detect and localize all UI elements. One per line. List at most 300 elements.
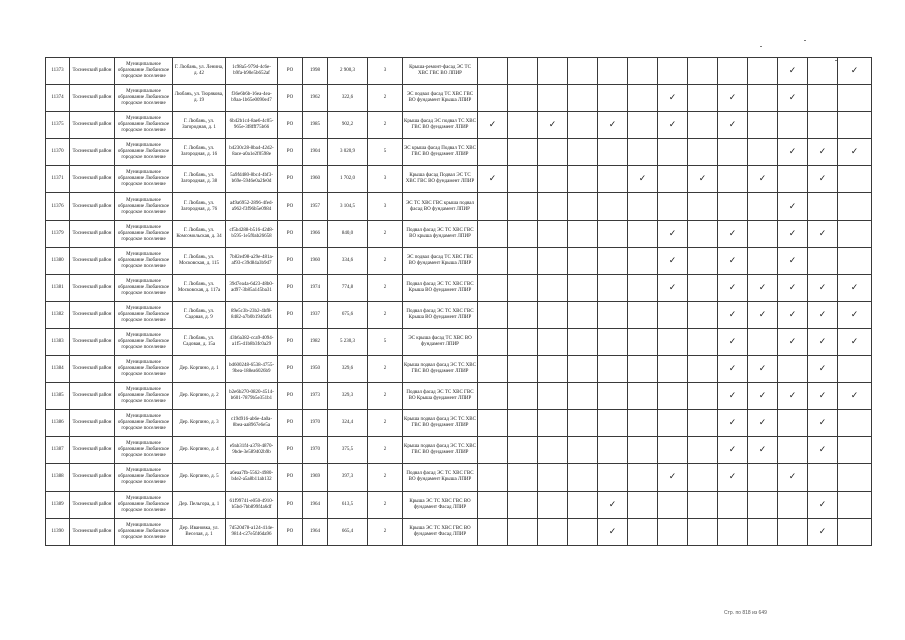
work-mark-cell — [568, 58, 598, 85]
work-mark-cell — [538, 193, 568, 220]
work-mark-cell — [568, 437, 598, 464]
work-mark-cell — [538, 464, 568, 491]
form-cell: РО — [278, 247, 303, 274]
guid-cell: cf5b4288-b516-42d8-b595-1e5f0ab26658 — [226, 220, 278, 247]
district-cell: Тосненский район — [70, 139, 115, 166]
work-mark-cell: ✓ — [808, 518, 838, 545]
work-mark-cell: ✓ — [808, 328, 838, 355]
work-mark-cell: ✓ — [778, 301, 808, 328]
scan-speck — [760, 46, 762, 47]
work-mark-cell — [688, 410, 718, 437]
work-mark-cell — [568, 247, 598, 274]
work-mark-cell — [478, 139, 508, 166]
address-cell: Дер. Корпино, д. 5 — [173, 464, 226, 491]
form-cell: РО — [278, 301, 303, 328]
work-mark-cell: ✓ — [778, 85, 808, 112]
address-cell: Г. Любань, ул. Загородная, д. 38 — [173, 166, 226, 193]
works-cell: Подвал фасад ЭС ТС ХВС ГВС Крыша ВО фундамент ЛПИР — [403, 274, 478, 301]
work-mark-cell — [508, 193, 538, 220]
work-mark-cell — [628, 220, 658, 247]
work-mark-cell — [568, 518, 598, 545]
district-cell: Тосненский район — [70, 166, 115, 193]
work-mark-cell — [838, 112, 872, 139]
table-row — [46, 139, 872, 166]
year-cell: 1957 — [303, 193, 328, 220]
district-cell: Тосненский район — [70, 518, 115, 545]
work-mark-cell — [598, 220, 628, 247]
work-mark-cell: ✓ — [778, 464, 808, 491]
work-mark-cell — [688, 274, 718, 301]
work-mark-cell — [748, 328, 778, 355]
work-mark-cell — [658, 139, 688, 166]
table-body — [46, 58, 872, 546]
work-mark-cell — [628, 112, 658, 139]
work-mark-cell — [688, 328, 718, 355]
work-mark-cell — [628, 464, 658, 491]
address-cell: Г. Любань, ул. Загородная, д. 1 — [173, 112, 226, 139]
year-cell: 1973 — [303, 383, 328, 410]
work-mark-cell — [838, 85, 872, 112]
work-mark-cell — [568, 410, 598, 437]
municipality-cell: Муниципальное образование Любанское городское поселение — [115, 193, 173, 220]
address-cell: Любань, ул. Тюрякова, д. 19 — [173, 85, 226, 112]
work-mark-cell: ✓ — [478, 112, 508, 139]
district-cell: Тосненский район — [70, 328, 115, 355]
floors-cell: 2 — [368, 464, 403, 491]
work-mark-cell: ✓ — [598, 112, 628, 139]
work-mark-cell — [748, 220, 778, 247]
work-mark-cell: ✓ — [748, 410, 778, 437]
work-mark-cell — [688, 356, 718, 383]
work-mark-cell: ✓ — [778, 193, 808, 220]
work-mark-cell — [748, 85, 778, 112]
guid-cell: 43b6a382-cca9-4094-a1f5-d1b8b3fc0a29 — [226, 328, 278, 355]
work-mark-cell — [838, 437, 872, 464]
guid-cell: a49a6952-2896-4fed-a962-f3f96b5e0984 — [226, 193, 278, 220]
guid-cell: 1c98a5-979d-4c6e-b9fa-b90e5b652af — [226, 58, 278, 85]
address-cell: Г. Любань, ул. Комсомольская, д. 34 — [173, 220, 226, 247]
municipality-cell: Муниципальное образование Любанское городское поселение — [115, 383, 173, 410]
address-cell: Г. Любань, ул. Загородная, д. 16 — [173, 139, 226, 166]
work-mark-cell — [568, 383, 598, 410]
district-cell: Тосненский район — [70, 383, 115, 410]
address-cell: Г. Любань, ул. Садовая, д. 15а — [173, 328, 226, 355]
municipality-cell: Муниципальное образование Любанское городское поселение — [115, 491, 173, 518]
district-cell: Тосненский район — [70, 274, 115, 301]
row-number: 11374 — [46, 85, 70, 112]
work-mark-cell — [778, 166, 808, 193]
work-mark-cell: ✓ — [658, 220, 688, 247]
table-row — [46, 437, 872, 464]
work-mark-cell — [778, 112, 808, 139]
form-cell: РО — [278, 356, 303, 383]
work-mark-cell — [508, 274, 538, 301]
work-mark-cell: ✓ — [838, 58, 872, 85]
row-number: 11383 — [46, 328, 70, 355]
work-mark-cell: ✓ — [718, 112, 748, 139]
work-mark-cell — [508, 518, 538, 545]
works-cell: Подвал фасад ЭС ТС ХВС ГВС Крыша ВО фундамент ЛПИР — [403, 301, 478, 328]
work-mark-cell — [688, 491, 718, 518]
work-mark-cell — [508, 328, 538, 355]
work-mark-cell — [508, 410, 538, 437]
work-mark-cell: ✓ — [718, 301, 748, 328]
work-mark-cell: ✓ — [838, 328, 872, 355]
floors-cell: 2 — [368, 491, 403, 518]
work-mark-cell — [808, 247, 838, 274]
work-mark-cell — [598, 464, 628, 491]
municipality-cell: Муниципальное образование Любанское городское поселение — [115, 437, 173, 464]
work-mark-cell: ✓ — [778, 220, 808, 247]
row-number: 11384 — [46, 356, 70, 383]
work-mark-cell — [718, 139, 748, 166]
year-cell: 1937 — [303, 301, 328, 328]
work-mark-cell — [508, 301, 538, 328]
work-mark-cell — [568, 464, 598, 491]
work-mark-cell — [628, 383, 658, 410]
work-mark-cell — [658, 166, 688, 193]
work-mark-cell — [658, 437, 688, 464]
work-mark-cell: ✓ — [808, 491, 838, 518]
form-cell: РО — [278, 437, 303, 464]
work-mark-cell — [658, 410, 688, 437]
district-cell: Тосненский район — [70, 85, 115, 112]
year-cell: 1964 — [303, 518, 328, 545]
work-mark-cell — [538, 356, 568, 383]
work-mark-cell — [598, 247, 628, 274]
work-mark-cell: ✓ — [778, 58, 808, 85]
work-mark-cell — [748, 464, 778, 491]
floors-cell: 2 — [368, 274, 403, 301]
district-cell: Тосненский район — [70, 464, 115, 491]
municipality-cell: Муниципальное образование Любанское городское поселение — [115, 166, 173, 193]
work-mark-cell — [508, 58, 538, 85]
municipality-cell: Муниципальное образование Любанское городское поселение — [115, 274, 173, 301]
work-mark-cell: ✓ — [808, 356, 838, 383]
table-row — [46, 247, 872, 274]
table-row — [46, 193, 872, 220]
floors-cell: 3 — [368, 193, 403, 220]
area-cell: 665,4 — [328, 518, 368, 545]
work-mark-cell — [808, 464, 838, 491]
work-mark-cell: ✓ — [748, 437, 778, 464]
scan-speck — [835, 60, 837, 61]
work-mark-cell — [538, 85, 568, 112]
work-mark-cell — [838, 356, 872, 383]
work-mark-cell — [538, 301, 568, 328]
floors-cell: 2 — [368, 383, 403, 410]
form-cell: РО — [278, 139, 303, 166]
form-cell: РО — [278, 220, 303, 247]
work-mark-cell — [808, 58, 838, 85]
works-cell: ЭС крыша фасад Подвал ТС ХВС ГВС ВО фундамент ЛПИР — [403, 139, 478, 166]
work-mark-cell — [508, 383, 538, 410]
work-mark-cell — [808, 193, 838, 220]
buildings-table — [45, 57, 872, 546]
work-mark-cell: ✓ — [808, 220, 838, 247]
work-mark-cell: ✓ — [628, 166, 658, 193]
address-cell: Г. Любань, ул. Московская, д. 117а — [173, 274, 226, 301]
work-mark-cell: ✓ — [838, 301, 872, 328]
floors-cell: 2 — [368, 410, 403, 437]
work-mark-cell — [568, 139, 598, 166]
area-cell: 2 900,3 — [328, 58, 368, 85]
work-mark-cell — [778, 437, 808, 464]
work-mark-cell — [778, 410, 808, 437]
work-mark-cell — [748, 58, 778, 85]
row-number: 11373 — [46, 58, 70, 85]
work-mark-cell — [658, 301, 688, 328]
works-cell: Подвал фасад ЭС ТС ХВС ГВС ВО крыша фундамент ЛПИР — [403, 220, 478, 247]
work-mark-cell — [628, 193, 658, 220]
work-mark-cell — [538, 247, 568, 274]
work-mark-cell — [538, 166, 568, 193]
work-mark-cell — [598, 166, 628, 193]
work-mark-cell — [568, 328, 598, 355]
works-cell: Подвал фасад ЭС ТС ХВС ГВС ВО Крыша фундамент ЛПИР — [403, 383, 478, 410]
floors-cell: 2 — [368, 85, 403, 112]
work-mark-cell — [838, 220, 872, 247]
work-mark-cell: ✓ — [718, 356, 748, 383]
work-mark-cell — [568, 193, 598, 220]
work-mark-cell — [748, 247, 778, 274]
work-mark-cell — [478, 410, 508, 437]
municipality-cell: Муниципальное образование Любанское городское поселение — [115, 139, 173, 166]
work-mark-cell — [838, 464, 872, 491]
work-mark-cell — [568, 166, 598, 193]
work-mark-cell — [478, 518, 508, 545]
work-mark-cell — [538, 491, 568, 518]
work-mark-cell — [538, 437, 568, 464]
work-mark-cell — [628, 274, 658, 301]
work-mark-cell — [628, 58, 658, 85]
guid-cell: 7d520d78-a124-414e-9814-c27e5f46da96 — [226, 518, 278, 545]
work-mark-cell — [478, 356, 508, 383]
year-cell: 1966 — [303, 220, 328, 247]
work-mark-cell — [568, 356, 598, 383]
address-cell: Дер. Корпино, д. 1 — [173, 356, 226, 383]
work-mark-cell: ✓ — [538, 112, 568, 139]
works-cell: Подвал фасад ЭС ТС ХВС ГВС ВО фундамент Крыша ЛПИР — [403, 464, 478, 491]
work-mark-cell — [598, 139, 628, 166]
year-cell: 1964 — [303, 491, 328, 518]
area-cell: 329,3 — [328, 383, 368, 410]
works-cell: Крыша-ремонт-фасад ЭС ТС ХВС ГВС ВО ЛПИР — [403, 58, 478, 85]
work-mark-cell: ✓ — [808, 410, 838, 437]
municipality-cell: Муниципальное образование Любанское городское поселение — [115, 464, 173, 491]
work-mark-cell — [688, 518, 718, 545]
table-row — [46, 356, 872, 383]
work-mark-cell: ✓ — [748, 356, 778, 383]
table-row — [46, 220, 872, 247]
work-mark-cell: ✓ — [748, 166, 778, 193]
year-cell: 1970 — [303, 410, 328, 437]
work-mark-cell: ✓ — [658, 112, 688, 139]
area-cell: 322,6 — [328, 85, 368, 112]
work-mark-cell: ✓ — [808, 383, 838, 410]
row-number: 11381 — [46, 274, 70, 301]
work-mark-cell — [718, 491, 748, 518]
work-mark-cell — [658, 58, 688, 85]
address-cell: Дер. Корпино, д. 3 — [173, 410, 226, 437]
work-mark-cell: ✓ — [598, 491, 628, 518]
work-mark-cell — [718, 58, 748, 85]
work-mark-cell: ✓ — [658, 85, 688, 112]
work-mark-cell — [478, 58, 508, 85]
work-mark-cell: ✓ — [718, 410, 748, 437]
work-mark-cell — [808, 112, 838, 139]
work-mark-cell — [628, 328, 658, 355]
work-mark-cell — [478, 247, 508, 274]
work-mark-cell — [478, 464, 508, 491]
guid-cell: a6eaa7fb-5562-4980-b4e2-a5a8b11ab132 — [226, 464, 278, 491]
work-mark-cell — [568, 220, 598, 247]
work-mark-cell — [508, 356, 538, 383]
year-cell: 1962 — [303, 85, 328, 112]
municipality-cell: Муниципальное образование Любанское городское поселение — [115, 112, 173, 139]
year-cell: 1985 — [303, 112, 328, 139]
row-number: 11389 — [46, 491, 70, 518]
work-mark-cell — [688, 85, 718, 112]
district-cell: Тосненский район — [70, 301, 115, 328]
work-mark-cell — [838, 518, 872, 545]
work-mark-cell — [748, 491, 778, 518]
work-mark-cell: ✓ — [808, 301, 838, 328]
floors-cell: 5 — [368, 328, 403, 355]
work-mark-cell — [478, 328, 508, 355]
address-cell: Г. Любань, ул. Садовая, д. 9 — [173, 301, 226, 328]
work-mark-cell — [598, 301, 628, 328]
address-cell: Дер. Корпино, д. 4 — [173, 437, 226, 464]
year-cell: 1970 — [303, 437, 328, 464]
work-mark-cell — [538, 410, 568, 437]
floors-cell: 2 — [368, 247, 403, 274]
year-cell: 1969 — [303, 464, 328, 491]
address-cell: Г. Любань, ул. Ленина, д. 42 — [173, 58, 226, 85]
work-mark-cell: ✓ — [718, 220, 748, 247]
municipality-cell: Муниципальное образование Любанское городское поселение — [115, 356, 173, 383]
guid-cell: 61f99741-e050-4910-b5bd-7bb899f4a6df — [226, 491, 278, 518]
works-cell: ЭС ТС ХВС ГВС крыша подвал фасад ВО фундамент ЛПИР — [403, 193, 478, 220]
row-number: 11386 — [46, 410, 70, 437]
area-cell: 5 230,3 — [328, 328, 368, 355]
work-mark-cell — [658, 491, 688, 518]
work-mark-cell — [538, 58, 568, 85]
work-mark-cell: ✓ — [838, 383, 872, 410]
guid-cell: 89e5c3b-23b2-4bf8-8482-a7b0b1946a91 — [226, 301, 278, 328]
area-cell: 324,4 — [328, 410, 368, 437]
works-cell: ЭС подвал фасад ТС ХВС ГВС ВО фундамент Крыша ЛПИР — [403, 85, 478, 112]
work-mark-cell — [478, 383, 508, 410]
row-number: 11388 — [46, 464, 70, 491]
district-cell: Тосненский район — [70, 220, 115, 247]
work-mark-cell — [688, 193, 718, 220]
year-cell: 1960 — [303, 247, 328, 274]
work-mark-cell — [538, 518, 568, 545]
work-mark-cell — [568, 301, 598, 328]
form-cell: РО — [278, 193, 303, 220]
work-mark-cell — [748, 193, 778, 220]
work-mark-cell: ✓ — [688, 166, 718, 193]
form-cell: РО — [278, 383, 303, 410]
work-mark-cell — [508, 220, 538, 247]
municipality-cell: Муниципальное образование Любанское городское поселение — [115, 220, 173, 247]
guid-cell: f36e6b6b-16ea-4ea-b9aa-1b65e0090e47 — [226, 85, 278, 112]
table-row — [46, 518, 872, 545]
year-cell: 1904 — [303, 139, 328, 166]
work-mark-cell — [508, 85, 538, 112]
works-cell: Крыша ЭС ТС ХВС ГВС ВО фундамент Фасад ЛПИР — [403, 518, 478, 545]
work-mark-cell: ✓ — [838, 274, 872, 301]
work-mark-cell — [838, 491, 872, 518]
work-mark-cell — [538, 274, 568, 301]
floors-cell: 2 — [368, 437, 403, 464]
table-row — [46, 410, 872, 437]
area-cell: 840,0 — [328, 220, 368, 247]
work-mark-cell — [748, 518, 778, 545]
work-mark-cell: ✓ — [718, 85, 748, 112]
work-mark-cell — [658, 518, 688, 545]
table-row — [46, 491, 872, 518]
work-mark-cell — [688, 383, 718, 410]
guid-cell: b4230c28-8ba4-42d2-8ace-a0a1e2f0598e — [226, 139, 278, 166]
row-number: 11385 — [46, 383, 70, 410]
work-mark-cell — [688, 464, 718, 491]
row-number: 11376 — [46, 193, 70, 220]
work-mark-cell — [538, 328, 568, 355]
work-mark-cell — [508, 491, 538, 518]
work-mark-cell: ✓ — [658, 464, 688, 491]
work-mark-cell — [568, 274, 598, 301]
guid-cell: 7b82e498-a29e-481a-af93-c39d84a3b9d7 — [226, 247, 278, 274]
table-row — [46, 166, 872, 193]
year-cell: 1960 — [303, 166, 328, 193]
district-cell: Тосненский район — [70, 491, 115, 518]
work-mark-cell — [688, 112, 718, 139]
form-cell: РО — [278, 410, 303, 437]
work-mark-cell — [658, 383, 688, 410]
form-cell: РО — [278, 274, 303, 301]
district-cell: Тосненский район — [70, 437, 115, 464]
work-mark-cell: ✓ — [778, 383, 808, 410]
work-mark-cell — [748, 112, 778, 139]
district-cell: Тосненский район — [70, 356, 115, 383]
area-cell: 774,8 — [328, 274, 368, 301]
guid-cell: 6b42b1c4-8ae6-4c05-965e-3f8fff75b66 — [226, 112, 278, 139]
year-cell: 1998 — [303, 58, 328, 85]
work-mark-cell: ✓ — [808, 139, 838, 166]
work-mark-cell — [628, 491, 658, 518]
work-mark-cell — [568, 491, 598, 518]
work-mark-cell — [778, 491, 808, 518]
row-number: 11380 — [46, 247, 70, 274]
work-mark-cell — [718, 166, 748, 193]
address-cell: Дер. Ивановка, ул. Веселая, д. 1 — [173, 518, 226, 545]
table-row — [46, 383, 872, 410]
area-cell: 902,2 — [328, 112, 368, 139]
works-cell: Крыша фасад ЭС подвал ТС ХВС ГВС ВО фундамент ЛПИР — [403, 112, 478, 139]
guid-cell: 5a9fd480-8bc4-4bf3-b69e-5946e0a2fe0d — [226, 166, 278, 193]
municipality-cell: Муниципальное образование Любанское городское поселение — [115, 58, 173, 85]
work-mark-cell — [808, 85, 838, 112]
works-cell: ЭС крыша фасад ТС ХВС ВО фундамент ЛПИР — [403, 328, 478, 355]
area-cell: 613,5 — [328, 491, 368, 518]
work-mark-cell — [628, 518, 658, 545]
work-mark-cell: ✓ — [658, 274, 688, 301]
work-mark-cell: ✓ — [718, 464, 748, 491]
area-cell: 397,3 — [328, 464, 368, 491]
table-row — [46, 85, 872, 112]
